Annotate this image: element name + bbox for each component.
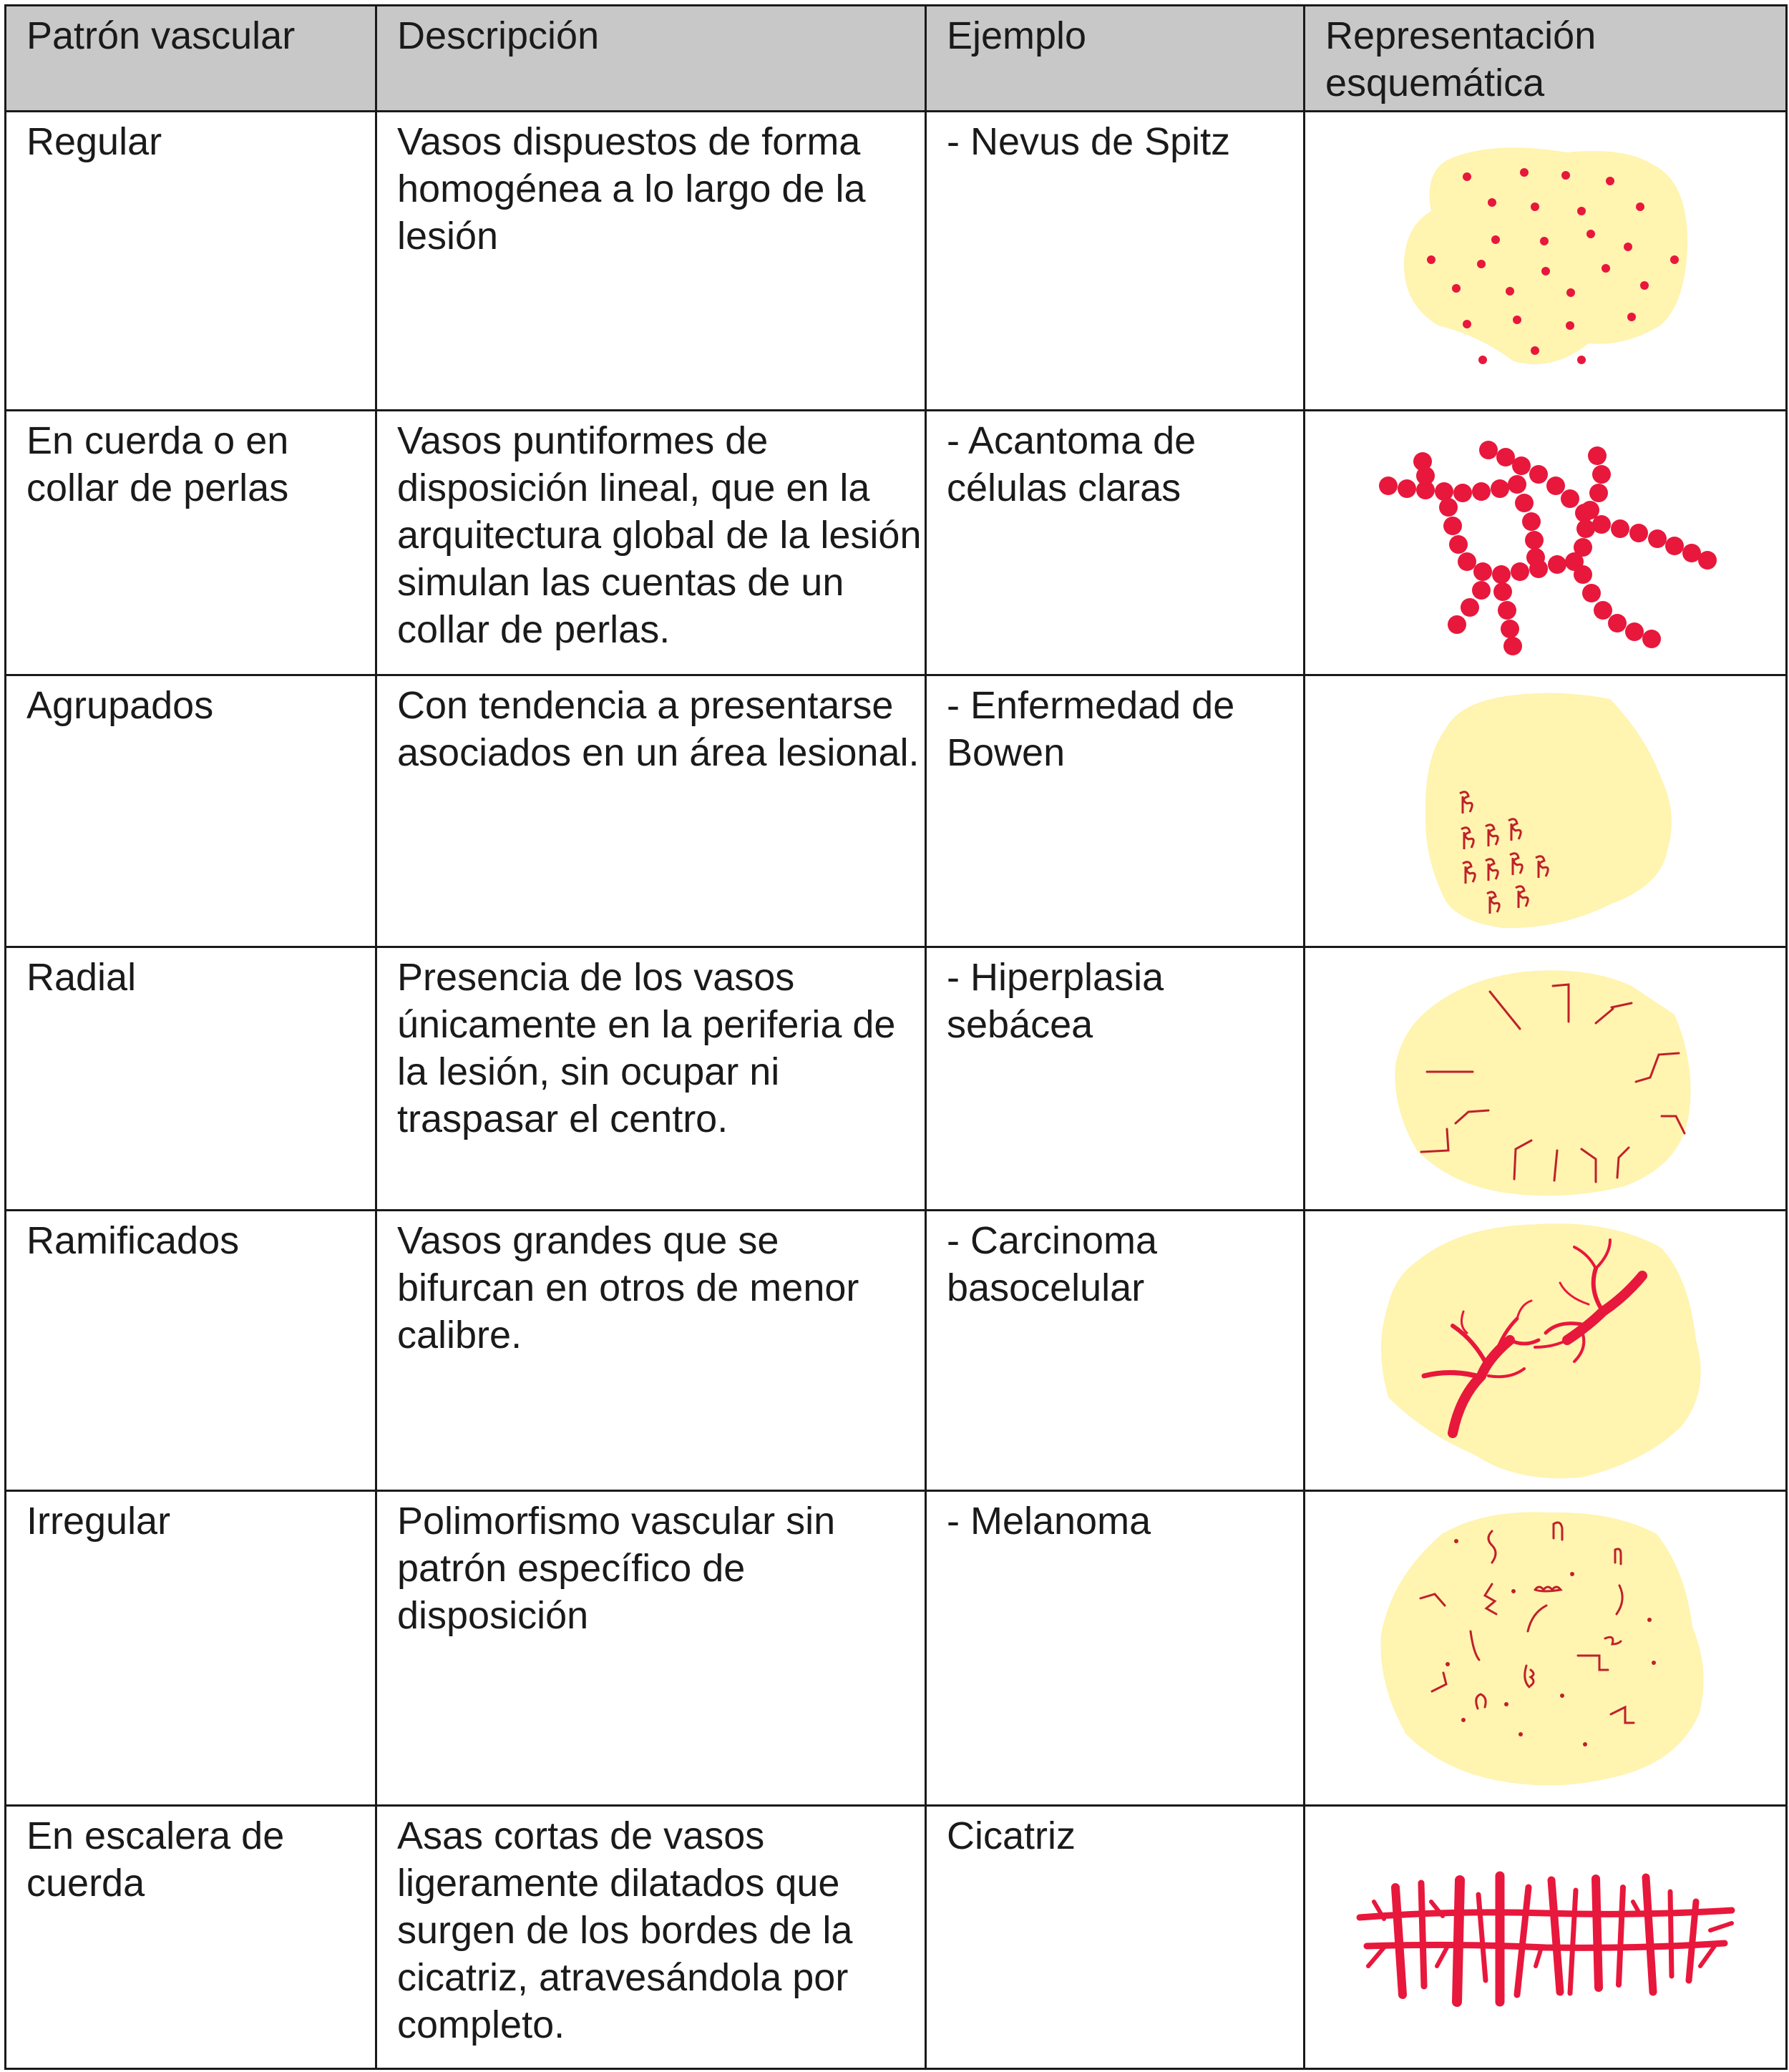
pattern-name: Agrupados [6,675,376,947]
schematic-cell [1305,1491,1787,1806]
schematic-cell [1305,947,1787,1211]
schematic-cell [1305,411,1787,675]
header-schematic: Representación esquemática [1305,6,1787,112]
pattern-name: En escalera de cuerda [6,1806,376,2069]
pattern-example: Cicatriz [926,1806,1305,2069]
schematic-cell [1305,1806,1787,2069]
table-row [6,947,1787,1211]
radial-vessels-icon [1388,957,1703,1201]
pattern-name: En cuerda o en collar de perlas [6,411,376,675]
header-pattern: Patrón vascular [6,6,376,112]
table-row [6,112,1787,411]
pearl-necklace-icon [1374,429,1717,658]
header-description: Descripción [376,6,926,112]
pattern-name: Regular [6,112,376,411]
pattern-name: Radial [6,947,376,1211]
pattern-name: Irregular [6,1491,376,1806]
pattern-example: - Nevus de Spitz [926,112,1305,411]
pattern-example: - Enfermedad de Bowen [926,675,1305,947]
vascular-pattern-table [4,4,1788,2070]
pattern-description: Vasos puntiformes de disposición lineal, que en la arquitectura global de la lesión simulan las cuentas de un collar de perlas. [376,411,926,675]
pattern-example: - Hiperplasia sebácea [926,947,1305,1211]
table-row [6,1491,1787,1806]
regular-dots-icon [1388,132,1703,390]
header-example: Ejemplo [926,6,1305,112]
schematic-cell [1305,1211,1787,1491]
pattern-description: Polimorfismo vascular sin patrón específico de disposición [376,1491,926,1806]
pattern-description: Con tendencia a presentarse asociados en un área lesional. [376,675,926,947]
pattern-name: Ramificados [6,1211,376,1491]
irregular-vessels-icon [1378,1505,1714,1792]
pattern-example: - Melanoma [926,1491,1305,1806]
branched-vessels-icon [1374,1218,1717,1483]
table-row [6,411,1787,675]
table-row [6,1806,1787,2069]
pattern-description: Vasos dispuestos de forma homogénea a lo largo de la lesión [376,112,926,411]
table-row [6,675,1787,947]
clustered-vessels-icon [1395,686,1696,937]
table-row [6,1211,1787,1491]
pattern-description: Presencia de los vasos únicamente en la periferia de la lesión, sin ocupar ni traspasar el centro. [376,947,926,1211]
table-header-row [6,6,1787,112]
rope-ladder-icon [1352,1859,1739,2016]
pattern-description: Asas cortas de vasos ligeramente dilatados que surgen de los bordes de la cicatriz, atravesándola por completo. [376,1806,926,2069]
pattern-description: Vasos grandes que se bifurcan en otros de menor calibre. [376,1211,926,1491]
schematic-cell [1305,675,1787,947]
schematic-cell [1305,112,1787,411]
pattern-example: - Carcinoma basocelular [926,1211,1305,1491]
pattern-example: - Acantoma de células claras [926,411,1305,675]
